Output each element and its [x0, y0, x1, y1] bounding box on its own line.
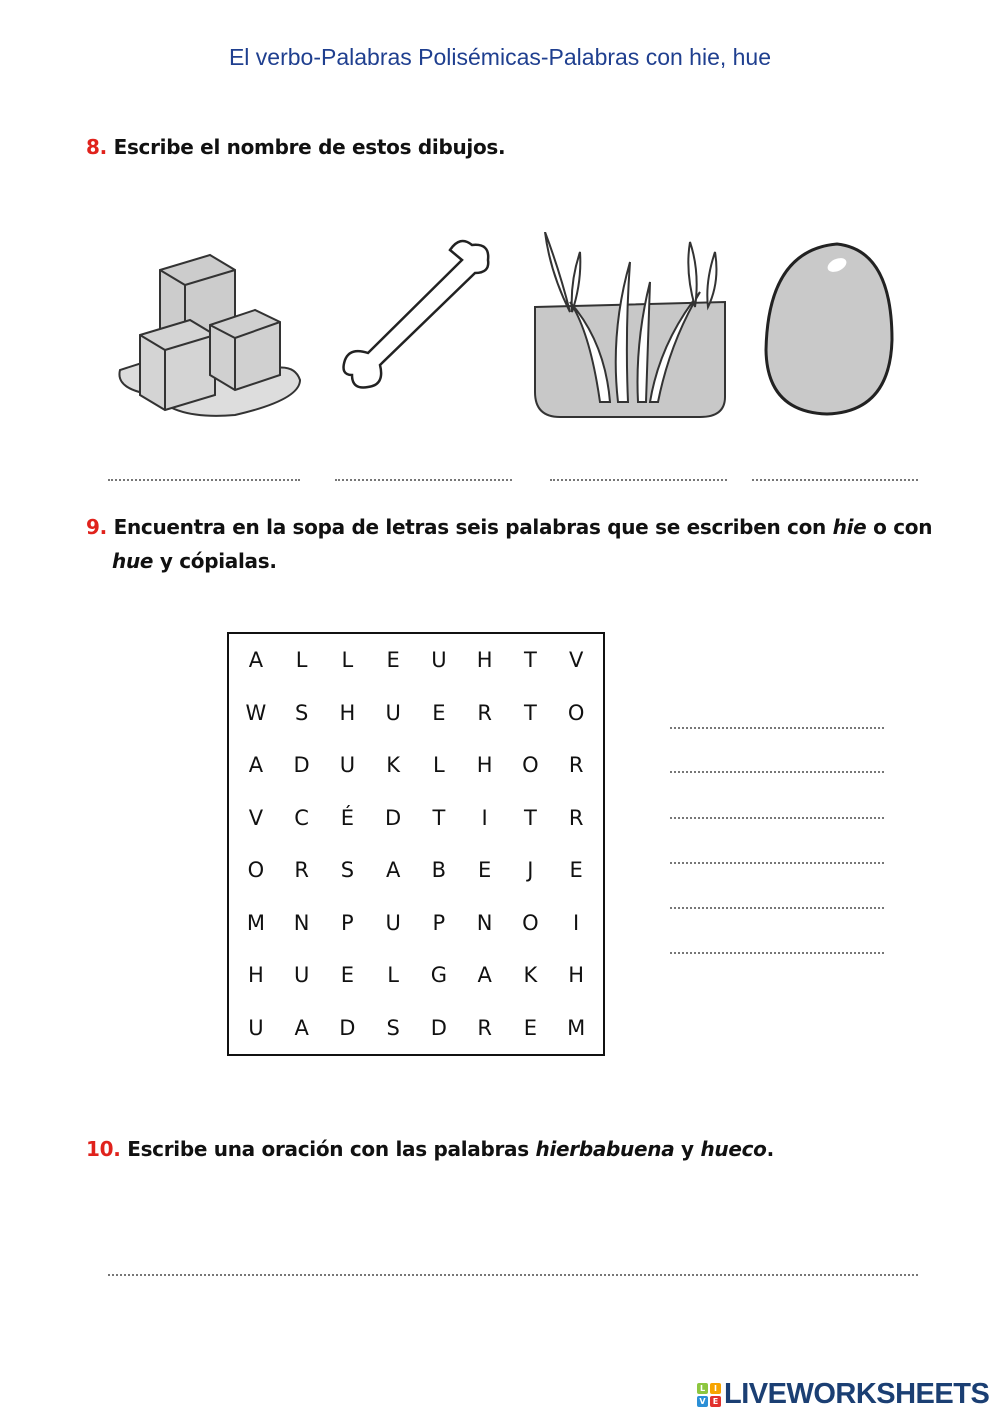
grid-letter[interactable]: O	[247, 858, 265, 883]
grid-letter[interactable]: N	[293, 910, 310, 935]
grid-letter[interactable]: O	[567, 700, 585, 725]
grid-letter[interactable]: H	[247, 963, 264, 988]
grid-letter[interactable]: M	[246, 910, 265, 935]
grid-letter[interactable]: E	[523, 1015, 538, 1040]
question-9: 9. Encuentra en la sopa de letras seis palabras que se escriben con hie o con hue y cópialas.	[86, 515, 933, 573]
grid-letter[interactable]: P	[341, 910, 354, 935]
answer-line-ice[interactable]	[108, 479, 300, 481]
grid-letter[interactable]: E	[477, 858, 492, 883]
grid-letter[interactable]: R	[568, 753, 584, 778]
grid-letter[interactable]: U	[293, 963, 310, 988]
logo-block: I	[710, 1383, 721, 1394]
grid-letter[interactable]: P	[432, 910, 446, 935]
grid-letter[interactable]: W	[245, 700, 267, 725]
grid-letter[interactable]: T	[523, 648, 537, 673]
grid-letter[interactable]: L	[433, 753, 445, 778]
logo-block: V	[697, 1396, 708, 1407]
question-10: 10. Escribe una oración con las palabras hierbabuena y hueco.	[86, 1137, 774, 1161]
grid-letter[interactable]: E	[432, 700, 446, 725]
liveworksheets-logo: L I V E LIVEWORKSHEETS	[697, 1378, 989, 1411]
grid-letter[interactable]: R	[477, 1015, 492, 1040]
grid-letter[interactable]: K	[386, 753, 401, 778]
grid-letter[interactable]: É	[340, 805, 355, 830]
word-answer-line[interactable]	[670, 727, 884, 729]
grid-letter[interactable]: R	[294, 858, 309, 883]
grid-letter[interactable]: A	[294, 1015, 309, 1040]
grid-letter[interactable]: T	[523, 700, 537, 725]
grid-letter[interactable]: U	[248, 1015, 264, 1040]
grid-letter[interactable]: E	[569, 858, 583, 883]
grid-letter[interactable]: I	[573, 910, 580, 935]
grass-picture	[530, 232, 730, 427]
grid-letter[interactable]: H	[339, 700, 356, 725]
logo-block: E	[710, 1396, 721, 1407]
worksheet-title: El verbo-Palabras Polisémicas-Palabras con hie, hue	[228, 44, 772, 70]
grid-letter[interactable]: S	[386, 1015, 400, 1040]
grid-letter[interactable]: L	[387, 963, 399, 988]
grid-letter[interactable]: K	[523, 963, 538, 988]
logo-blocks-icon	[697, 1383, 721, 1407]
grid-letter[interactable]: D	[385, 805, 402, 830]
grid-letter[interactable]: E	[340, 963, 355, 988]
grid-letter[interactable]: J	[527, 858, 534, 883]
grid-letter[interactable]: D	[293, 753, 310, 778]
word-answer-line[interactable]	[670, 907, 884, 909]
grid-letter[interactable]: U	[385, 910, 401, 935]
grid-letter[interactable]: O	[522, 910, 539, 935]
grid-letter[interactable]: E	[386, 648, 400, 673]
grid-letter[interactable]: D	[430, 1015, 447, 1040]
grid-letter[interactable]: L	[295, 648, 308, 673]
grid-letter[interactable]: S	[340, 858, 355, 883]
question-8: 8. Escribe el nombre de estos dibujos.	[86, 135, 506, 159]
grid-letter[interactable]: G	[430, 963, 448, 988]
sentence-answer-line[interactable]	[108, 1274, 918, 1276]
grid-letter[interactable]: L	[341, 648, 354, 673]
bone-picture	[340, 235, 500, 395]
grid-letter[interactable]: A	[248, 648, 264, 673]
grid-letter[interactable]: A	[385, 858, 401, 883]
grid-letter[interactable]: R	[477, 700, 492, 725]
grid-letter[interactable]: T	[523, 805, 537, 830]
grid-letter[interactable]: M	[567, 1015, 586, 1040]
word-answer-line[interactable]	[670, 817, 884, 819]
grid-letter[interactable]: B	[431, 858, 447, 883]
word-search-grid	[227, 632, 605, 1056]
grid-letter[interactable]: A	[477, 963, 492, 988]
grid-letter[interactable]: U	[385, 700, 401, 725]
answer-line-grass[interactable]	[550, 479, 727, 481]
ice-cubes-picture	[115, 250, 305, 425]
grid-letter[interactable]: S	[294, 700, 309, 725]
word-answer-line[interactable]	[670, 862, 884, 864]
grid-letter[interactable]: D	[339, 1015, 356, 1040]
grid-letter[interactable]: H	[476, 648, 493, 673]
answer-line-egg[interactable]	[752, 479, 918, 481]
logo-block: L	[697, 1383, 708, 1394]
grid-letter[interactable]: T	[432, 805, 446, 830]
grid-letter[interactable]: O	[522, 753, 539, 778]
grid-letter[interactable]: R	[568, 805, 584, 830]
grid-letter[interactable]: I	[481, 805, 488, 830]
grid-letter[interactable]: U	[339, 753, 356, 778]
grid-letter[interactable]: V	[568, 648, 584, 673]
word-answer-line[interactable]	[670, 771, 884, 773]
grid-letter[interactable]: V	[248, 805, 264, 830]
word-answer-line[interactable]	[670, 952, 884, 954]
grid-letter[interactable]: U	[431, 648, 447, 673]
grid-letter[interactable]: N	[476, 910, 493, 935]
grid-letter[interactable]: C	[294, 805, 309, 830]
grid-letter[interactable]: A	[248, 753, 264, 778]
grid-letter[interactable]: H	[476, 753, 493, 778]
answer-line-bone[interactable]	[335, 479, 512, 481]
egg-picture	[762, 240, 897, 420]
grid-letter[interactable]: H	[568, 963, 585, 988]
